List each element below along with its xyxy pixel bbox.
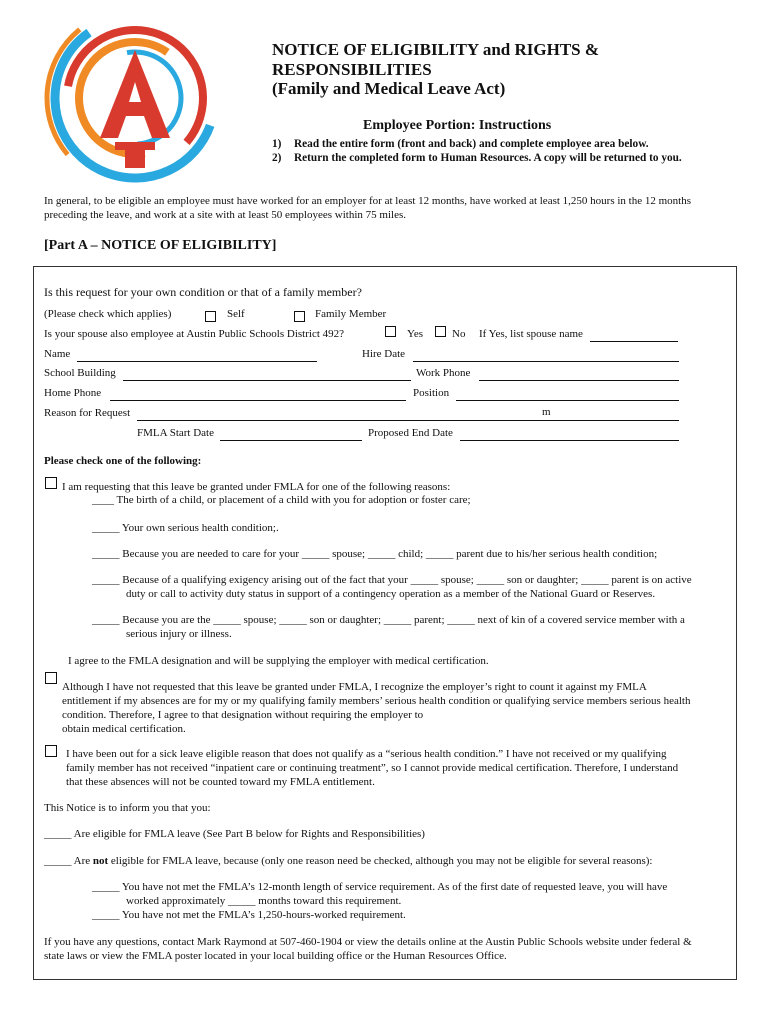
- yes-label: Yes: [407, 328, 424, 340]
- family-member-label: Family Member: [315, 308, 387, 320]
- self-label: Self: [227, 308, 245, 320]
- district-logo: [30, 10, 240, 185]
- reason-kin-line-2: serious injury or illness.: [126, 628, 232, 640]
- not-eligible-bold: not: [92, 855, 109, 867]
- instruction-number: 1): [272, 138, 282, 150]
- eligible-line: _____ Are eligible for FMLA leave (See Part B below for Rights and Responsibilities): [44, 828, 425, 840]
- position-field[interactable]: [456, 399, 679, 401]
- title-line-1: NOTICE OF ELIGIBILITY and RIGHTS &: [272, 40, 600, 59]
- self-checkbox[interactable]: [205, 311, 216, 322]
- form-title: [272, 40, 599, 99]
- sick-line-1: I have been out for a sick leave eligible reason that does not qualify as a “serious health condition.” I have not received or my qualifying: [66, 748, 667, 760]
- reason-exigency-line-2: duty or call to activity duty status in support of a contingency operation as a member of the National Guard or Reserves.: [126, 588, 656, 600]
- although-line-1: Although I have not requested that this leave be granted under FMLA, I recognize the employer’s right to count it against my FMLA: [62, 681, 647, 693]
- instruction-text: Read the entire form (front and back) and complete employee area below.: [294, 138, 649, 150]
- name-label: Name: [44, 348, 71, 360]
- title-line-2: RESPONSIBILITIES: [272, 59, 432, 79]
- proposed-end-field[interactable]: [460, 439, 679, 441]
- part-a-title: [Part A – NOTICE OF ELIGIBILITY]: [44, 238, 277, 253]
- school-building-label: School Building: [44, 367, 116, 379]
- although-checkbox[interactable]: [45, 672, 57, 684]
- reason-kin-line-1: _____ Because you are the _____ spouse; _____ son or daughter; _____ parent; _____ next of kin of a covered service member with a: [92, 614, 685, 626]
- check-one-heading: Please check one of the following:: [44, 455, 202, 467]
- not-12-month-line-2: worked approximately _____ months toward this requirement.: [126, 895, 402, 907]
- not-12-month-line-1: _____ You have not met the FMLA’s 12-month length of service requirement. As of the first date of requested leave, you will have: [92, 881, 668, 893]
- no-label: No: [452, 328, 466, 340]
- hire-date-label: Hire Date: [362, 348, 406, 360]
- instruction-item-2: [272, 152, 712, 166]
- not-eligible-post: eligible for FMLA leave, because (only one reason need be checked, although you may not be eligible for several reasons):: [108, 855, 653, 867]
- spouse-yes-checkbox[interactable]: [385, 326, 396, 337]
- hire-date-field[interactable]: [413, 360, 679, 362]
- home-phone-label: Home Phone: [44, 387, 102, 399]
- reason-care-family: _____ Because you are needed to care for your _____ spouse; _____ child; _____ parent due to his/her serious health condition;: [92, 548, 658, 560]
- reason-own-health: _____ Your own serious health condition;.: [92, 522, 279, 534]
- position-label: Position: [413, 387, 450, 399]
- spouse-name-field[interactable]: [590, 340, 678, 342]
- instruction-text: Return the completed form to Human Resources. A copy will be returned to you.: [294, 152, 682, 164]
- reason-label: Reason for Request: [44, 407, 131, 419]
- sick-line-2: family member has not received “inpatient care or continuing treatment”, so I cannot provide medical certification. Therefore, I understand: [66, 762, 679, 774]
- home-phone-field[interactable]: [110, 399, 406, 401]
- proposed-end-label: Proposed End Date: [368, 427, 453, 439]
- instruction-number: 2): [272, 152, 282, 164]
- spouse-name-label: If Yes, list spouse name: [479, 328, 583, 340]
- reason-field[interactable]: [137, 419, 679, 421]
- requesting-text: I am requesting that this leave be granted under FMLA for one of the following reasons:: [62, 481, 451, 493]
- not-eligible-pre: _____ Are: [44, 855, 93, 867]
- instruction-item-1: [272, 138, 712, 152]
- sick-leave-checkbox[interactable]: [45, 745, 57, 757]
- school-building-field[interactable]: [123, 379, 411, 381]
- not-1250-hours-line: _____ You have not met the FMLA’s 1,250-hours-worked requirement.: [92, 909, 406, 921]
- family-member-checkbox[interactable]: [294, 311, 305, 322]
- although-line-3: condition. Therefore, I agree to that designation without requiring the employer to: [62, 709, 424, 721]
- notice-inform: This Notice is to inform you that you:: [44, 802, 211, 814]
- questions-line-2: state laws or view the FMLA poster located in your local building office or the Human Resources Office.: [44, 950, 507, 962]
- work-phone-label: Work Phone: [416, 367, 471, 379]
- reason-mark: m: [542, 406, 551, 418]
- reason-birth: ____ The birth of a child, or placement of a child with you for adoption or foster care;: [92, 494, 471, 506]
- request-fmla-checkbox[interactable]: [45, 477, 57, 489]
- agree-statement: I agree to the FMLA designation and will be supplying the employer with medical certification.: [68, 655, 489, 667]
- sick-line-3: that these absences will not be counted toward my FMLA entitlement.: [66, 776, 375, 788]
- condition-question: Is this request for your own condition or that of a family member?: [44, 285, 362, 299]
- although-line-2: entitlement if my absences are for my or my qualifying family members’ serious health condition or qualifying service members serious health: [62, 695, 691, 707]
- not-eligible-line: [44, 855, 652, 867]
- questions-line-1: If you have any questions, contact Mark Raymond at 507-460-1904 or view the details online at the Austin Public Schools website under federal &: [44, 936, 692, 948]
- eligibility-intro: In general, to be eligible an employee must have worked for an employer for at least 12 months, have worked at least 1,250 hours in the 12 months preceding the leave, and work at a site with at least 50 employees within 75 miles.: [44, 195, 691, 221]
- title-line-3: (Family and Medical Leave Act): [272, 79, 506, 98]
- fmla-start-label: FMLA Start Date: [137, 427, 214, 439]
- reason-exigency-line-1: _____ Because of a qualifying exigency arising out of the fact that your _____ spouse; _____ son or daughter; _____ parent is on active: [92, 574, 692, 586]
- employee-portion-heading: Employee Portion: Instructions: [363, 118, 552, 133]
- fmla-start-field[interactable]: [220, 439, 362, 441]
- spouse-no-checkbox[interactable]: [435, 326, 446, 337]
- check-which-label: (Please check which applies): [44, 308, 172, 320]
- although-line-4: obtain medical certification.: [62, 723, 186, 735]
- spouse-question: Is your spouse also employee at Austin Public Schools District 492?: [44, 328, 345, 340]
- name-field[interactable]: [77, 360, 317, 362]
- work-phone-field[interactable]: [479, 379, 679, 381]
